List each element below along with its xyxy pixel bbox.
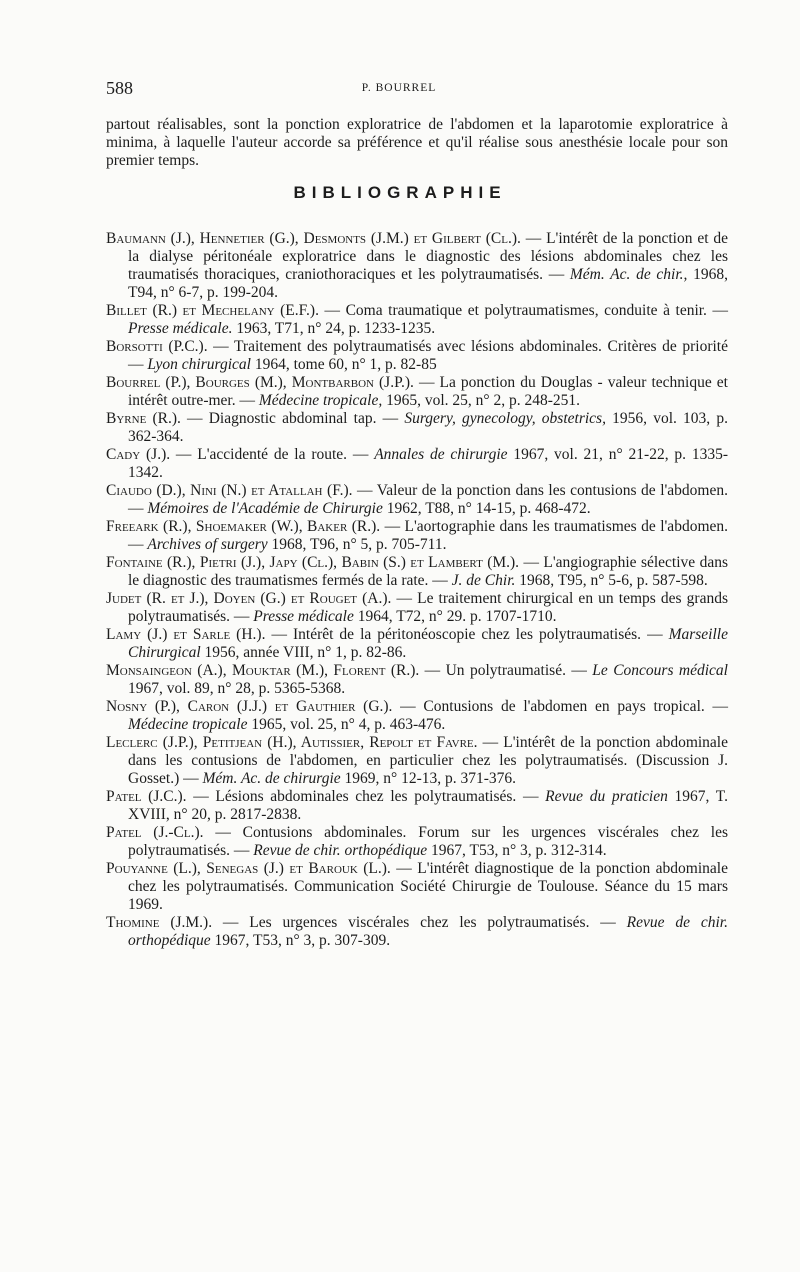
reference-journal: Le Concours médical — [592, 662, 728, 679]
reference-text: — Contusions de l'abdomen en pays tropical. — — [392, 698, 728, 715]
reference-details: 1967, vol. 21, n° 21-22, p. 1335-1342. — [128, 446, 729, 481]
reference-item — [106, 914, 728, 950]
reference-item — [106, 734, 728, 788]
reference-item — [106, 860, 728, 914]
reference-journal: Revue de chir. orthopédique — [128, 914, 728, 949]
reference-authors: Pouyanne (L.), Senegas (J.) et Barouk (L.). — [106, 860, 391, 877]
reference-authors: Baumann (J.), Hennetier (G.), Desmonts (J.M.) et Gilbert (Cl.). — [106, 230, 521, 247]
reference-details: 1956, année VIII, n° 1, p. 82-86. — [200, 644, 407, 661]
reference-details: 1968, T95, n° 5-6, p. 587-598. — [515, 572, 708, 589]
reference-details: 1968, T94, n° 6-7, p. 199-204. — [128, 266, 728, 301]
reference-text: — L'aortographie dans les traumatismes de l'abdomen. — — [128, 518, 728, 553]
reference-journal: Mém. Ac. de chir., — [569, 266, 688, 283]
running-head: P. BOURREL — [361, 82, 437, 94]
reference-item — [106, 824, 728, 860]
reference-text: — Un polytraumatisé. — — [419, 662, 593, 679]
reference-item — [106, 302, 728, 338]
reference-details: 1965, vol. 25, n° 2, p. 248-251. — [382, 392, 581, 409]
reference-journal: Lyon chirurgical — [147, 356, 251, 373]
reference-item — [106, 788, 728, 824]
reference-details: 1967, vol. 89, n° 28, p. 5365-5368. — [128, 680, 346, 697]
intro-paragraph: partout réalisables, sont la ponction exploratrice de l'abdomen et la laparotomie exploratrice à minima, à laquelle l'auteur accorde sa préférence et qu'il réalise sous anesthésie locale pour son premier temps. — [106, 116, 728, 169]
reference-journal: Marseille Chirurgical — [128, 626, 728, 661]
reference-item — [106, 230, 728, 302]
reference-item — [106, 410, 728, 446]
reference-item — [106, 698, 728, 734]
reference-details: 1964, T72, n° 29. p. 1707-1710. — [353, 608, 557, 625]
reference-text: — Contusions abdominales. Forum sur les urgences viscérales chez les polytraumatisés. — — [128, 824, 729, 859]
reference-journal: J. de Chir. — [451, 572, 516, 589]
reference-details: 1969, n° 12-13, p. 371-376. — [340, 770, 517, 787]
reference-details: 1962, T88, n° 14-15, p. 468-472. — [382, 500, 591, 517]
reference-details: 1967, T53, n° 3, p. 312-314. — [427, 842, 607, 859]
reference-details: 1967, T53, n° 3, p. 307-309. — [210, 932, 391, 949]
reference-authors: Thomine (J.M.). — [106, 914, 213, 931]
reference-text: — Le traitement chirurgical en un temps des grands polytraumatisés. — — [128, 590, 728, 625]
reference-text: — Diagnostic abdominal tap. — — [180, 410, 405, 427]
reference-journal: Archives of surgery — [147, 536, 268, 553]
reference-authors: Ciaudo (D.), Nini (N.) et Atallah (F.). — [106, 482, 353, 499]
reference-item — [106, 662, 728, 698]
reference-journal: Mém. Ac. de chirurgie — [202, 770, 341, 787]
reference-item — [106, 626, 728, 662]
reference-journal: Presse médicale. — [128, 320, 233, 337]
reference-journal: Médecine tropicale, — [258, 392, 383, 409]
reference-journal: Presse médicale — [253, 608, 354, 625]
reference-text: — L'angiographie sélective dans le diagnostic des traumatismes fermés de la rate. — — [128, 554, 728, 589]
reference-text: — Valeur de la ponction dans les contusions de l'abdomen. — — [128, 482, 728, 517]
reference-text: — L'intérêt de la ponction et de la dialyse péritonéale exploratrice dans le diagnostic des lésions abdominales chez les traumatisés thoraciques, craniothoraciques et les polytraumatisés. — — [128, 230, 728, 283]
reference-details: 1965, vol. 25, n° 4, p. 463-476. — [247, 716, 446, 733]
section-title: BIBLIOGRAPHIE — [293, 183, 507, 202]
reference-text: — La ponction du Douglas - valeur technique et intérêt outre-mer. — — [128, 374, 728, 409]
reference-journal: Médecine tropicale — [128, 716, 248, 733]
reference-authors: Monsaingeon (A.), Mouktar (M.), Florent (R.). — [106, 662, 420, 679]
reference-journal: Mémoires de l'Académie de Chirurgie — [147, 500, 383, 517]
reference-item — [106, 446, 728, 482]
reference-list — [106, 230, 728, 950]
reference-authors: Cady (J.). — [106, 446, 171, 463]
reference-journal: Surgery, gynecology, obstetrics, — [404, 410, 606, 427]
reference-authors: Leclerc (J.P.), Petitjean (H.), Autissier, Repolt et Favre. — [106, 734, 478, 751]
reference-journal: Revue du praticien — [545, 788, 668, 805]
reference-journal: Annales de chirurgie — [374, 446, 508, 463]
reference-authors: Patel (J.-Cl.). — [106, 824, 204, 841]
reference-authors: Judet (R. et J.), Doyen (G.) et Rouget (A.). — [106, 590, 392, 607]
reference-text: — L'accidenté de la route. — — [170, 446, 375, 463]
reference-authors: Billet (R.) et Mechelany (E.F.). — [106, 302, 319, 319]
reference-details: 1968, T96, n° 5, p. 705-711. — [267, 536, 447, 553]
reference-text: — Coma traumatique et polytraumatismes, conduite à tenir. — — [318, 302, 728, 319]
reference-text: — L'intérêt diagnostique de la ponction abdominale chez les polytraumatisés. Communication Société Chirurgie de Toulouse. Séance du 15 mars 1969. — [128, 860, 728, 913]
reference-item — [106, 590, 728, 626]
reference-details: 1956, vol. 103, p. 362-364. — [128, 410, 728, 445]
reference-details: 1963, T71, n° 24, p. 1233-1235. — [232, 320, 436, 337]
reference-item — [106, 338, 728, 374]
reference-authors: Byrne (R.). — [106, 410, 181, 427]
reference-item — [106, 374, 728, 410]
reference-item — [106, 554, 728, 590]
reference-text: — Intérêt de la péritonéoscopie chez les polytraumatisés. — — [265, 626, 669, 643]
reference-authors: Bourrel (P.), Bourges (M.), Montbarbon (J.P.). — [106, 374, 414, 391]
reference-journal: Revue de chir. orthopédique — [253, 842, 428, 859]
reference-text: — Traitement des polytraumatisés avec lésions abdominales. Critères de priorité — — [128, 338, 728, 373]
reference-details: 1967, T. XVIII, n° 20, p. 2817-2838. — [128, 788, 728, 823]
reference-authors: Lamy (J.) et Sarle (H.). — [106, 626, 266, 643]
page-header — [106, 78, 692, 102]
reference-details: 1964, tome 60, n° 1, p. 82-85 — [250, 356, 437, 373]
reference-item — [106, 482, 728, 518]
reference-text: — L'intérêt de la ponction abdominale dans les contusions de l'abdomen, en particulier chez les polytraumatisés. (Discussion J. Gosset.) — — [128, 734, 728, 787]
reference-authors: Patel (J.C.). — [106, 788, 187, 805]
reference-authors: Borsotti (P.C.). — [106, 338, 208, 355]
reference-authors: Freeark (R.), Shoemaker (W.), Baker (R.). — [106, 518, 381, 535]
reference-authors: Fontaine (R.), Pietri (J.), Japy (Cl.), Babin (S.) et Lambert (M.). — [106, 554, 520, 571]
reference-authors: Nosny (P.), Caron (J.J.) et Gauthier (G.). — [106, 698, 393, 715]
page-number: 588 — [106, 78, 133, 98]
reference-text: — Les urgences viscérales chez les polytraumatisés. — — [212, 914, 627, 931]
reference-text: — Lésions abdominales chez les polytraumatisés. — — [186, 788, 546, 805]
reference-item — [106, 518, 728, 554]
